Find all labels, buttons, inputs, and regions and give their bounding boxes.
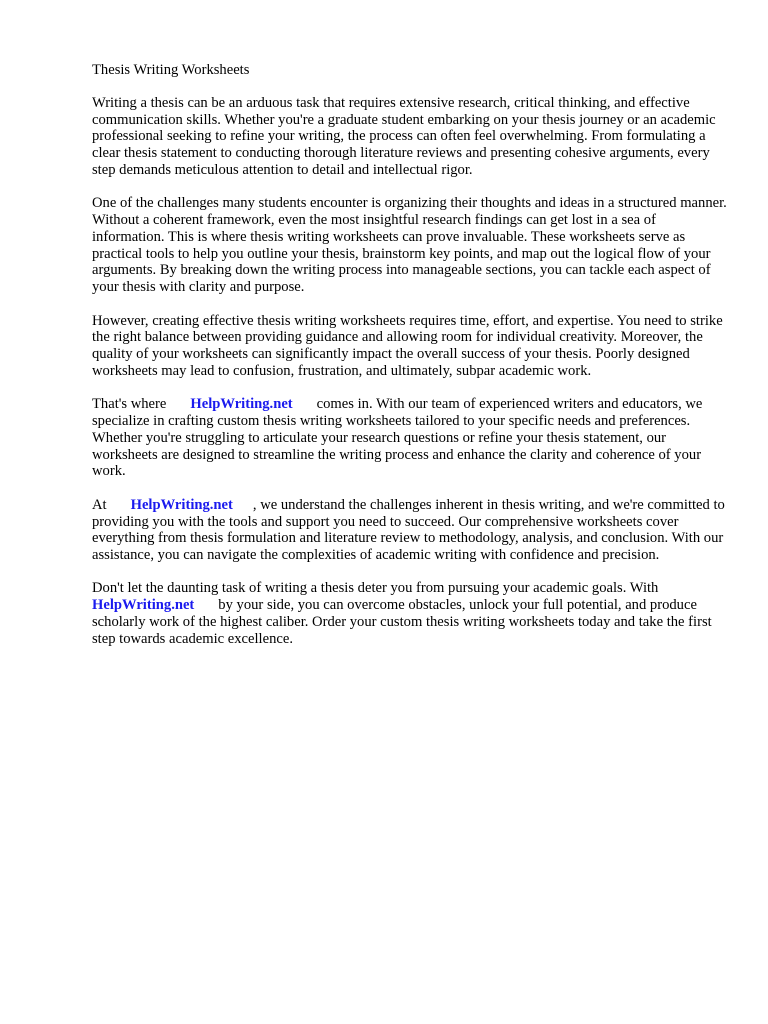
paragraph-text: comes in. With our team of experienced writers and educators, we specialize in crafting custom thesis writing worksheets tailored to your specific needs and preferences. Whether you're struggling to articulate your research questions or refine your thesis statement, our worksheets are designed to streamline the writing process and enhance the clarity and coherence of your work. bbox=[92, 396, 703, 480]
helpwriting-link[interactable]: HelpWriting.net bbox=[92, 597, 195, 614]
helpwriting-link[interactable]: HelpWriting.net bbox=[190, 396, 293, 413]
paragraph-intro: Writing a thesis can be an arduous task that requires extensive research, critical thinking, and effective communication skills. Whether you're a graduate student embarking on your thesis journey or an academic professional seeking to refine your writing, the process can often feel overwhelming. From formulating a clear thesis statement to conducting thorough literature reviews and presenting cohesive arguments, every step demands meticulous attention to detail and intellectual rigor. bbox=[92, 94, 716, 178]
paragraph-challenges: One of the challenges many students encounter is organizing their thoughts and ideas in a structured manner. Without a coherent framework, even the most insightful research findings can get lost in a sea of information. This is where thesis writing worksheets can prove invaluable. These worksheets serve as practical tools to help you outline your thesis, brainstorm key points, and map out the logical flow of your arguments. By breaking down the writing process into manageable sections, you can tackle each aspect of your thesis with clarity and purpose. bbox=[92, 195, 727, 296]
paragraph-at-helpwriting bbox=[92, 497, 732, 564]
paragraph-text: That's where bbox=[92, 396, 167, 413]
paragraph-creating-worksheets: However, creating effective thesis writing worksheets requires time, effort, and expertise. You need to strike the right balance between providing guidance and allowing room for individual creativity. Moreover, the quality of your worksheets can significantly impact the overall success of your thesis. Poorly designed worksheets may lead to confusion, frustration, and ultimately, subpar academic work. bbox=[92, 312, 723, 379]
paragraph-text: , we understand the challenges inherent in thesis writing, and we're committed to providing you with the tools and support you need to succeed. Our comprehensive worksheets cover everything from thesis formulation and literature review to methodology, analysis, and conclusion. With our assistance, you can navigate the complexities of academic writing with confidence and precision. bbox=[92, 496, 725, 564]
helpwriting-link[interactable]: HelpWriting.net bbox=[130, 496, 233, 513]
document-page bbox=[92, 62, 732, 664]
paragraph-thats-where bbox=[92, 396, 732, 480]
paragraph-text: At bbox=[92, 496, 107, 513]
paragraph-closing bbox=[92, 580, 732, 647]
paragraph-text: Don't let the daunting task of writing a thesis deter you from pursuing your academic goals. With bbox=[92, 580, 659, 597]
paragraph-text: by your side, you can overcome obstacles, unlock your full potential, and produce scholarly work of the highest caliber. Order your custom thesis writing worksheets today and take the first step towards academic excellence. bbox=[92, 597, 712, 647]
document-title: Thesis Writing Worksheets bbox=[92, 62, 250, 78]
